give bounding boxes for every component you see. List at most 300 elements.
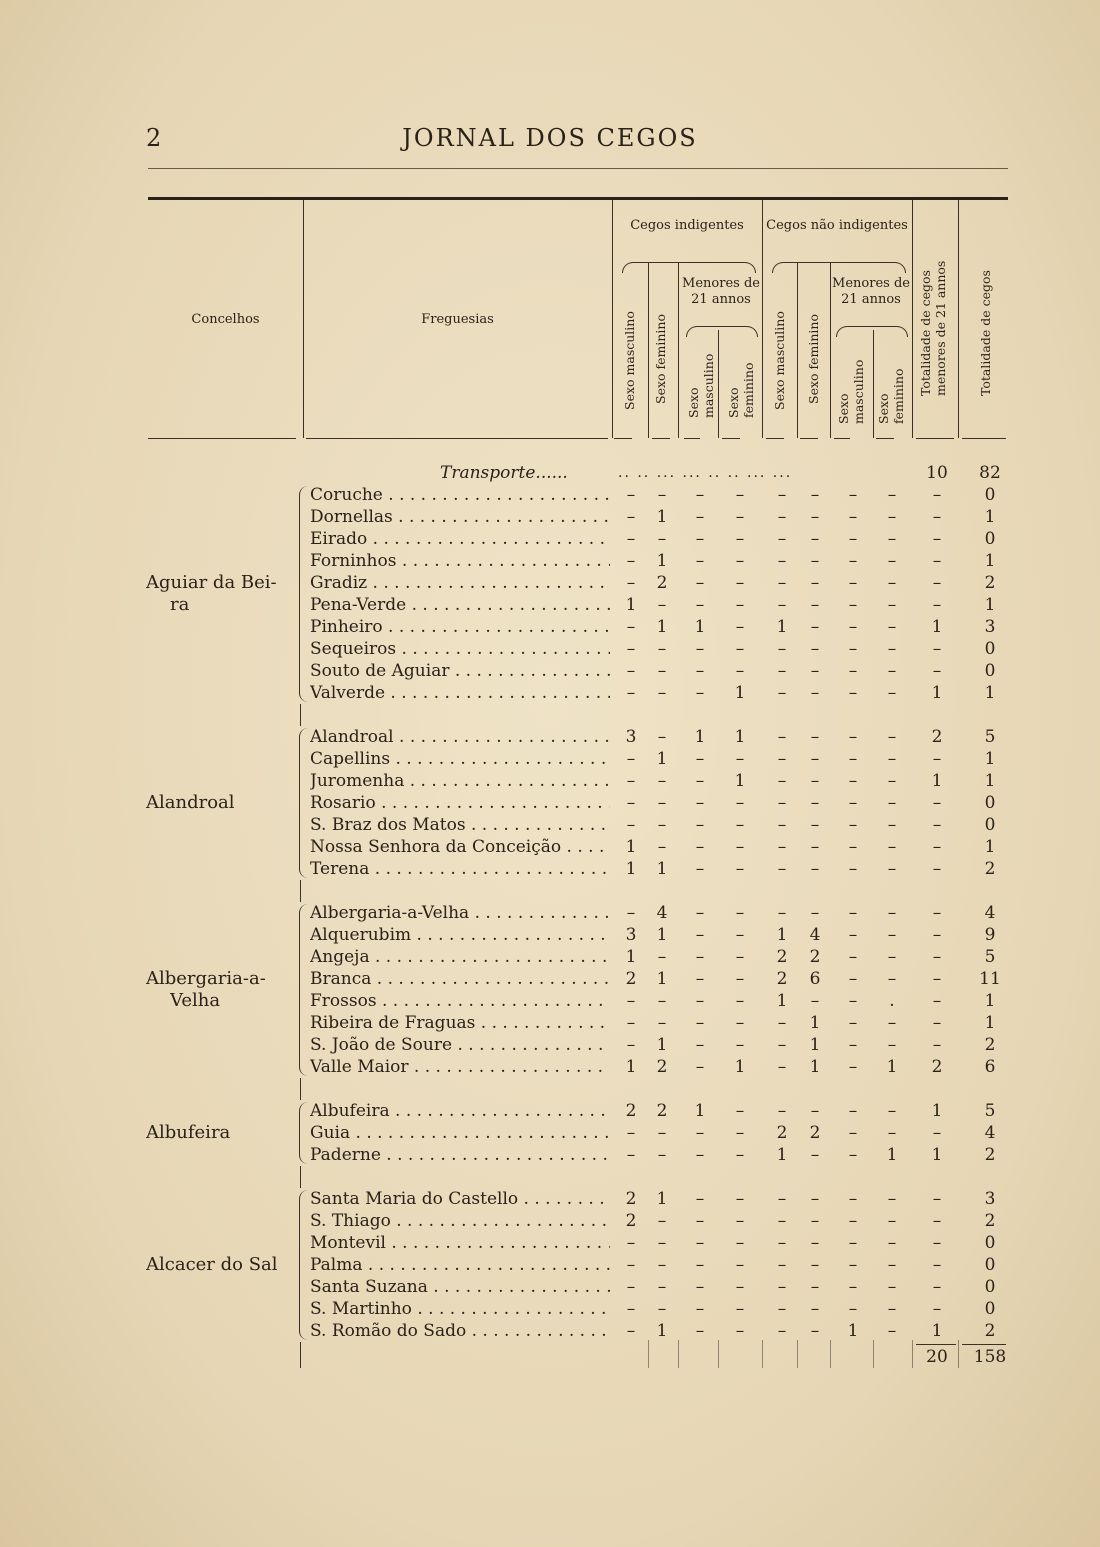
concelho-brace: [299, 486, 308, 702]
cell-value: 2: [776, 947, 788, 967]
cell-value: 1: [776, 991, 788, 1011]
freguesia-name: [310, 506, 610, 528]
journal-title: JORNAL DOS CEGOS: [402, 124, 698, 152]
cell-value: –: [695, 595, 705, 615]
header-bottom-rule: [722, 438, 740, 439]
header-cegos-indigentes: Cegos indigentes: [630, 218, 744, 233]
freguesia-name: [310, 1254, 610, 1276]
freguesia-name: [310, 594, 610, 616]
cell-value: –: [810, 1321, 820, 1341]
cell-value: –: [626, 903, 636, 923]
freguesia-label: Palma: [310, 1255, 363, 1275]
freguesia-name: [310, 770, 610, 792]
cell-value: 2: [984, 573, 996, 593]
total-col-line: [762, 1340, 763, 1368]
total-col-line: [648, 1340, 649, 1368]
header-concelhos: Concelhos: [191, 312, 260, 327]
concelho-brace: [299, 1190, 308, 1340]
cell-value: 1: [931, 1101, 943, 1121]
cell-value: –: [777, 903, 787, 923]
cell-value: 1: [656, 1035, 668, 1055]
freguesia-label: Eirado: [310, 529, 368, 549]
freguesia-label: Albufeira: [310, 1101, 390, 1121]
freguesia-name: [310, 484, 610, 506]
cell-value: –: [695, 925, 705, 945]
header-menores-indigentes: Menores de 21 annos: [682, 276, 760, 307]
freguesia-label: Angeja: [310, 947, 370, 967]
header-separator: [648, 262, 649, 438]
cell-value: –: [735, 1013, 745, 1033]
cell-value: –: [657, 793, 667, 813]
header-separator: [958, 200, 959, 438]
cell-value: –: [626, 485, 636, 505]
header-sexo-masculino-ind: Sexo masculino: [622, 311, 637, 410]
cell-value: –: [695, 1123, 705, 1143]
table-top-rule: [148, 197, 1008, 200]
cell-value: 2: [656, 573, 668, 593]
freguesia-name: [310, 1210, 610, 1232]
cell-value: –: [626, 639, 636, 659]
cell-value: –: [932, 1233, 942, 1253]
cell-value: –: [777, 859, 787, 879]
cell-value: –: [695, 1145, 705, 1165]
cell-value: 2: [625, 1101, 637, 1121]
cell-value: –: [810, 573, 820, 593]
freguesia-name: [310, 1056, 610, 1078]
freguesia-label: S. Braz dos Matos: [310, 815, 466, 835]
freguesia-label: Dornellas: [310, 507, 393, 527]
freguesia-name: [310, 1100, 610, 1122]
cell-value: –: [887, 551, 897, 571]
cell-value: –: [695, 815, 705, 835]
cell-value: 1: [809, 1057, 821, 1077]
cell-value: –: [810, 1211, 820, 1231]
cell-value: 2: [625, 1189, 637, 1209]
cell-value: –: [695, 947, 705, 967]
cell-value: –: [777, 727, 787, 747]
cell-value: –: [848, 925, 858, 945]
cell-value: –: [848, 683, 858, 703]
cell-value: –: [735, 1255, 745, 1275]
cell-value: 1: [625, 1057, 637, 1077]
cell-value: –: [810, 529, 820, 549]
concelho-name: Alcacer do Sal: [146, 1254, 278, 1275]
cell-value: –: [848, 859, 858, 879]
cell-value: –: [735, 529, 745, 549]
cell-value: 2: [625, 1211, 637, 1231]
cell-value: –: [887, 639, 897, 659]
cell-value: –: [695, 1211, 705, 1231]
cell-value: –: [695, 573, 705, 593]
cell-value: –: [932, 1277, 942, 1297]
freguesia-name: [310, 968, 610, 990]
freguesia-name: [310, 660, 610, 682]
cell-value: 1: [931, 1145, 943, 1165]
cell-value: –: [735, 815, 745, 835]
cell-value: –: [657, 947, 667, 967]
cell-value: –: [735, 925, 745, 945]
cell-value: –: [810, 991, 820, 1011]
cell-value: –: [657, 1299, 667, 1319]
cell-value: 1: [847, 1321, 859, 1341]
header-brace-menores-1: [686, 326, 758, 337]
cell-value: –: [848, 837, 858, 857]
cell-value: –: [695, 529, 705, 549]
cell-value: –: [777, 1321, 787, 1341]
freguesia-name: [310, 528, 610, 550]
cell-value: –: [657, 595, 667, 615]
cell-value: –: [657, 1255, 667, 1275]
total-col-line: [678, 1340, 679, 1368]
header-bottom-rule: [652, 438, 670, 439]
cell-value: –: [848, 639, 858, 659]
cell-value: –: [626, 1299, 636, 1319]
cell-value: 1: [886, 1057, 898, 1077]
header-menores-masculino-nind: Sexo masculino: [836, 359, 866, 424]
cell-value: –: [735, 1145, 745, 1165]
cell-value: –: [626, 661, 636, 681]
cell-value: –: [810, 1255, 820, 1275]
freguesia-label: Pinheiro: [310, 617, 383, 637]
cell-value: –: [932, 969, 942, 989]
cell-value: –: [695, 1299, 705, 1319]
cell-value: –: [887, 969, 897, 989]
cell-value: –: [932, 595, 942, 615]
cell-value: –: [735, 573, 745, 593]
concelho-name: Aguiar da Bei-: [146, 572, 277, 593]
header-bottom-rule: [876, 438, 894, 439]
cell-value: –: [810, 749, 820, 769]
cell-value: –: [626, 749, 636, 769]
cell-value: –: [695, 771, 705, 791]
cell-value: 1: [886, 1145, 898, 1165]
cell-value: –: [735, 551, 745, 571]
cell-value: –: [887, 617, 897, 637]
cell-value: –: [932, 815, 942, 835]
cell-value: –: [887, 815, 897, 835]
cell-value: –: [810, 793, 820, 813]
total-cegos: 158: [973, 1347, 1007, 1367]
cell-value: 4: [656, 903, 668, 923]
cell-value: –: [735, 1211, 745, 1231]
cell-value: –: [777, 485, 787, 505]
cell-value: –: [887, 1211, 897, 1231]
cell-value: 4: [984, 1123, 996, 1143]
cell-value: –: [695, 683, 705, 703]
cell-value: 1: [984, 683, 996, 703]
cell-value: –: [848, 1299, 858, 1319]
cell-value: –: [848, 661, 858, 681]
header-separator: [912, 200, 913, 438]
cell-value: –: [695, 1035, 705, 1055]
cell-value: –: [810, 617, 820, 637]
cell-value: –: [887, 947, 897, 967]
cell-value: –: [657, 683, 667, 703]
cell-value: –: [657, 991, 667, 1011]
cell-value: 0: [984, 661, 996, 681]
cell-value: 1: [809, 1035, 821, 1055]
cell-value: –: [848, 1057, 858, 1077]
cell-value: –: [735, 1035, 745, 1055]
cell-value: –: [695, 639, 705, 659]
cell-value: 1: [931, 1321, 943, 1341]
freguesia-name: [310, 990, 610, 1012]
freguesia-label: Gradiz: [310, 573, 368, 593]
freguesia-label: Valverde: [310, 683, 386, 703]
cell-value: –: [695, 485, 705, 505]
cell-value: 2: [809, 1123, 821, 1143]
freguesia-name: [310, 858, 610, 880]
cell-value: –: [657, 485, 667, 505]
cell-value: –: [848, 771, 858, 791]
cell-value: –: [887, 1233, 897, 1253]
cell-value: 1: [694, 727, 706, 747]
cell-value: –: [848, 1123, 858, 1143]
freguesia-name: [310, 1012, 610, 1034]
header-menores-feminino-nind: Sexo feminino: [876, 368, 906, 424]
header-brace-indigentes: [622, 262, 756, 273]
cell-value: 1: [984, 749, 996, 769]
cell-value: –: [932, 859, 942, 879]
cell-value: 1: [734, 771, 746, 791]
cell-value: –: [932, 837, 942, 857]
cell-value: 1: [694, 1101, 706, 1121]
cell-value: –: [657, 1277, 667, 1297]
header-bottom-rule: [614, 438, 632, 439]
running-head: [0, 120, 1100, 160]
cell-value: 5: [984, 727, 996, 747]
header-bottom-rule: [766, 438, 784, 439]
cell-value: –: [810, 1277, 820, 1297]
freguesia-name: [310, 946, 610, 968]
cell-value: –: [848, 573, 858, 593]
cell-value: –: [777, 1057, 787, 1077]
cell-value: –: [932, 991, 942, 1011]
cell-value: –: [735, 969, 745, 989]
cell-value: –: [887, 1277, 897, 1297]
cell-value: –: [735, 837, 745, 857]
cell-value: 1: [984, 837, 996, 857]
freguesia-label: Rosario: [310, 793, 376, 813]
freguesia-label: Ribeira de Fraguas: [310, 1013, 476, 1033]
cell-value: –: [887, 1013, 897, 1033]
cell-value: –: [626, 991, 636, 1011]
cell-value: –: [887, 661, 897, 681]
cell-value: –: [735, 1189, 745, 1209]
freguesia-name: [310, 1298, 610, 1320]
freguesia-label: Santa Maria do Castello: [310, 1189, 519, 1209]
cell-value: –: [777, 1277, 787, 1297]
header-separator: [830, 262, 831, 438]
cell-value: –: [626, 1145, 636, 1165]
cell-value: –: [626, 551, 636, 571]
freguesia-label: Alquerubim: [310, 925, 412, 945]
cell-value: 6: [809, 969, 821, 989]
cell-value: 1: [931, 617, 943, 637]
freguesia-name: [310, 616, 610, 638]
cell-value: –: [777, 639, 787, 659]
cell-value: –: [848, 507, 858, 527]
cell-value: 1: [984, 1013, 996, 1033]
page-number: 2: [146, 124, 162, 152]
cell-value: 5: [984, 947, 996, 967]
header-bottom-rule: [800, 438, 818, 439]
freguesia-label: Souto de Aguiar: [310, 661, 450, 681]
cell-value: 1: [931, 771, 943, 791]
transporte-dots: .. .. ... ... .. .. ... ...: [618, 465, 793, 481]
concelho-brace: [299, 1102, 308, 1164]
concelho-name: Albergaria-a-: [146, 968, 266, 989]
freguesia-label: Montevil: [310, 1233, 386, 1253]
header-sexo-feminino-ind: Sexo feminino: [653, 313, 668, 404]
cell-value: –: [777, 507, 787, 527]
cell-value: 2: [984, 1145, 996, 1165]
cell-value: –: [626, 573, 636, 593]
cell-value: –: [848, 903, 858, 923]
cell-value: 2: [984, 1211, 996, 1231]
concelho-name: Velha: [170, 990, 221, 1011]
cell-value: 2: [656, 1101, 668, 1121]
header-separator: [678, 262, 679, 438]
cell-value: –: [887, 771, 897, 791]
cell-value: 6: [984, 1057, 996, 1077]
freguesia-name: [310, 924, 610, 946]
subtotal-rule-total: [962, 1344, 1006, 1345]
cell-value: –: [695, 991, 705, 1011]
cell-value: –: [848, 1233, 858, 1253]
cell-value: 1: [809, 1013, 821, 1033]
total-col-line: [958, 1340, 959, 1368]
cell-value: –: [848, 1013, 858, 1033]
freguesia-name: [310, 1232, 610, 1254]
cell-value: –: [735, 749, 745, 769]
cell-value: –: [735, 639, 745, 659]
cell-value: –: [887, 837, 897, 857]
cell-value: 1: [931, 683, 943, 703]
cell-value: –: [932, 925, 942, 945]
cell-value: –: [735, 947, 745, 967]
cell-value: 11: [979, 969, 1001, 989]
cell-value: –: [777, 573, 787, 593]
freguesia-label: Terena: [310, 859, 370, 879]
cell-value: –: [735, 507, 745, 527]
cell-value: –: [626, 1013, 636, 1033]
transporte-total: 82: [979, 463, 1001, 483]
cell-value: –: [695, 903, 705, 923]
transporte-tot-menores: 10: [926, 463, 948, 483]
freguesia-label: Paderne: [310, 1145, 381, 1165]
cell-value: –: [735, 1101, 745, 1121]
cell-value: –: [810, 1233, 820, 1253]
cell-value: –: [932, 1123, 942, 1143]
cell-value: –: [848, 793, 858, 813]
cell-value: 2: [776, 969, 788, 989]
cell-value: –: [735, 1321, 745, 1341]
cell-value: –: [810, 771, 820, 791]
cell-value: 3: [984, 617, 996, 637]
group-gap-line: [300, 880, 301, 902]
cell-value: 1: [734, 727, 746, 747]
cell-value: –: [887, 1189, 897, 1209]
cell-value: –: [848, 1189, 858, 1209]
cell-value: 2: [625, 969, 637, 989]
cell-value: –: [887, 727, 897, 747]
cell-value: –: [777, 1233, 787, 1253]
cell-value: –: [932, 485, 942, 505]
concelho-name: Albufeira: [146, 1122, 231, 1143]
cell-value: –: [626, 1123, 636, 1143]
freguesia-name: [310, 1122, 610, 1144]
cell-value: –: [932, 947, 942, 967]
freguesia-label: Valle Maior: [310, 1057, 409, 1077]
cell-value: –: [695, 749, 705, 769]
cell-value: –: [887, 859, 897, 879]
freguesia-label: Pena-Verde: [310, 595, 407, 615]
cell-value: –: [810, 507, 820, 527]
freguesia-label: S. Martinho: [310, 1299, 412, 1319]
cell-value: –: [777, 1255, 787, 1275]
cell-value: –: [848, 969, 858, 989]
cell-value: 2: [776, 1123, 788, 1143]
cell-value: –: [657, 1145, 667, 1165]
cell-value: –: [777, 1299, 787, 1319]
header-separator: [873, 330, 874, 438]
cell-value: –: [932, 529, 942, 549]
cell-value: –: [695, 837, 705, 857]
cell-value: –: [695, 969, 705, 989]
cell-value: –: [887, 925, 897, 945]
cell-value: 9: [984, 925, 996, 945]
cell-value: 1: [656, 1189, 668, 1209]
cell-value: –: [777, 1101, 787, 1121]
cell-value: 0: [984, 1233, 996, 1253]
freguesia-label: Nossa Senhora da Conceição: [310, 837, 562, 857]
cell-value: –: [657, 1123, 667, 1143]
cell-value: –: [777, 595, 787, 615]
total-col-line: [830, 1340, 831, 1368]
cell-value: –: [626, 1233, 636, 1253]
freguesia-name: [310, 792, 610, 814]
cell-value: –: [848, 1255, 858, 1275]
cell-value: 0: [984, 793, 996, 813]
concelho-name: Alandroal: [146, 792, 235, 813]
cell-value: –: [810, 551, 820, 571]
cell-value: –: [735, 485, 745, 505]
freguesia-name: [310, 814, 610, 836]
cell-value: –: [932, 661, 942, 681]
cell-value: 1: [776, 617, 788, 637]
header-menores-feminino-ind: Sexo feminino: [726, 362, 756, 418]
cell-value: 2: [809, 947, 821, 967]
cell-value: –: [695, 1013, 705, 1033]
cell-value: 1: [656, 859, 668, 879]
cell-value: –: [735, 1233, 745, 1253]
freguesia-label: Juromenha: [310, 771, 405, 791]
cell-value: –: [777, 1035, 787, 1055]
cell-value: 0: [984, 815, 996, 835]
concelho-brace: [299, 728, 308, 878]
header-sexo-masculino-nind: Sexo masculino: [772, 311, 787, 410]
header-totalidade: Totalidade de cegos: [978, 270, 993, 396]
cell-value: 3: [625, 925, 637, 945]
cell-value: –: [735, 1277, 745, 1297]
cell-value: –: [657, 727, 667, 747]
cell-value: –: [626, 1035, 636, 1055]
cell-value: –: [695, 507, 705, 527]
cell-value: 2: [984, 1035, 996, 1055]
cell-value: .: [889, 991, 895, 1011]
cell-value: –: [695, 551, 705, 571]
